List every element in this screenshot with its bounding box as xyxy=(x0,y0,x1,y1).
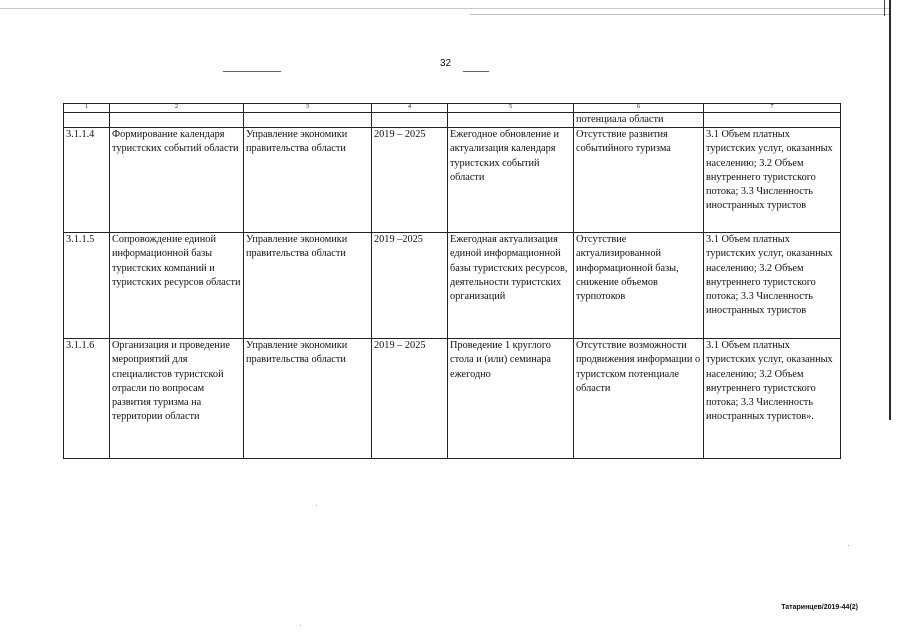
measure-name: Формирование календаря туристских событий области xyxy=(110,128,244,233)
column-number: 3 xyxy=(244,104,372,113)
column-number: 5 xyxy=(448,104,574,113)
scan-mark xyxy=(463,71,489,72)
measure-code: 3.1.1.5 xyxy=(64,233,110,339)
scan-speck xyxy=(316,505,317,506)
scan-mark xyxy=(223,71,281,72)
measure-result: Проведение 1 круглого стола и (или) семинара ежегодно xyxy=(448,339,574,459)
column-number: 2 xyxy=(110,104,244,113)
measure-name: Сопровождение единой информационной базы туристских компаний и туристских ресурсов области xyxy=(110,233,244,339)
column-number: 6 xyxy=(574,104,704,113)
table-row xyxy=(64,128,841,233)
measure-period: 2019 – 2025 xyxy=(372,128,448,233)
table-cell xyxy=(110,113,244,128)
measure-name: Организация и проведение мероприятий для специалистов туристской отрасли по вопросам развития туризма на территории области xyxy=(110,339,244,459)
continuation-row xyxy=(64,113,841,128)
measure-consequence: Отсутствие развития событийного туризма xyxy=(574,128,704,233)
measure-code: 3.1.1.4 xyxy=(64,128,110,233)
measure-executor: Управление экономики правительства области xyxy=(244,128,372,233)
measure-consequence: Отсутствие актуализированной информационной базы, снижение объемов турпотоков xyxy=(574,233,704,339)
table-cell xyxy=(244,113,372,128)
table-cell xyxy=(448,113,574,128)
table-cell xyxy=(704,113,841,128)
measure-result: Ежегодная актуализация единой информационной базы туристских ресурсов, деятельности туристских организаций xyxy=(448,233,574,339)
page-number: 32 xyxy=(440,58,452,69)
column-number: 4 xyxy=(372,104,448,113)
scan-speck xyxy=(300,625,301,626)
table-row xyxy=(64,233,841,339)
measure-code: 3.1.1.6 xyxy=(64,339,110,459)
measure-indicators: 3.1 Объем платных туристских услуг, оказанных населению; 3.2 Объем внутреннего туристского потока; 3.3 Численность иностранных туристов». xyxy=(704,339,841,459)
measure-result: Ежегодное обновление и актуализация календаря туристских событий области xyxy=(448,128,574,233)
measure-consequence: Отсутствие возможности продвижения информации о туристском потенциале области xyxy=(574,339,704,459)
measure-period: 2019 – 2025 xyxy=(372,339,448,459)
table-cell xyxy=(372,113,448,128)
scan-edge xyxy=(884,0,885,16)
measure-executor: Управление экономики правительства области xyxy=(244,233,372,339)
document-stamp: Татаринцев/2019-44(2) xyxy=(781,604,858,611)
table-cell: потенциала области xyxy=(574,113,704,128)
scan-border-line xyxy=(0,8,890,9)
measure-period: 2019 –2025 xyxy=(372,233,448,339)
scan-edge xyxy=(889,0,891,420)
column-number: 1 xyxy=(64,104,110,113)
scan-speck xyxy=(848,545,849,546)
scan-border-line xyxy=(470,14,890,15)
measures-table xyxy=(63,103,841,459)
measure-indicators: 3.1 Объем платных туристских услуг, оказанных населению; 3.2 Объем внутреннего туристского потока; 3.3 Численность иностранных туристов xyxy=(704,233,841,339)
measure-executor: Управление экономики правительства области xyxy=(244,339,372,459)
column-number: 7 xyxy=(704,104,841,113)
table-row xyxy=(64,339,841,459)
table-cell xyxy=(64,113,110,128)
measure-indicators: 3.1 Объем платных туристских услуг, оказанных населению; 3.2 Объем внутреннего туристского потока; 3.3 Численность иностранных туристов xyxy=(704,128,841,233)
column-number-row xyxy=(64,104,841,113)
